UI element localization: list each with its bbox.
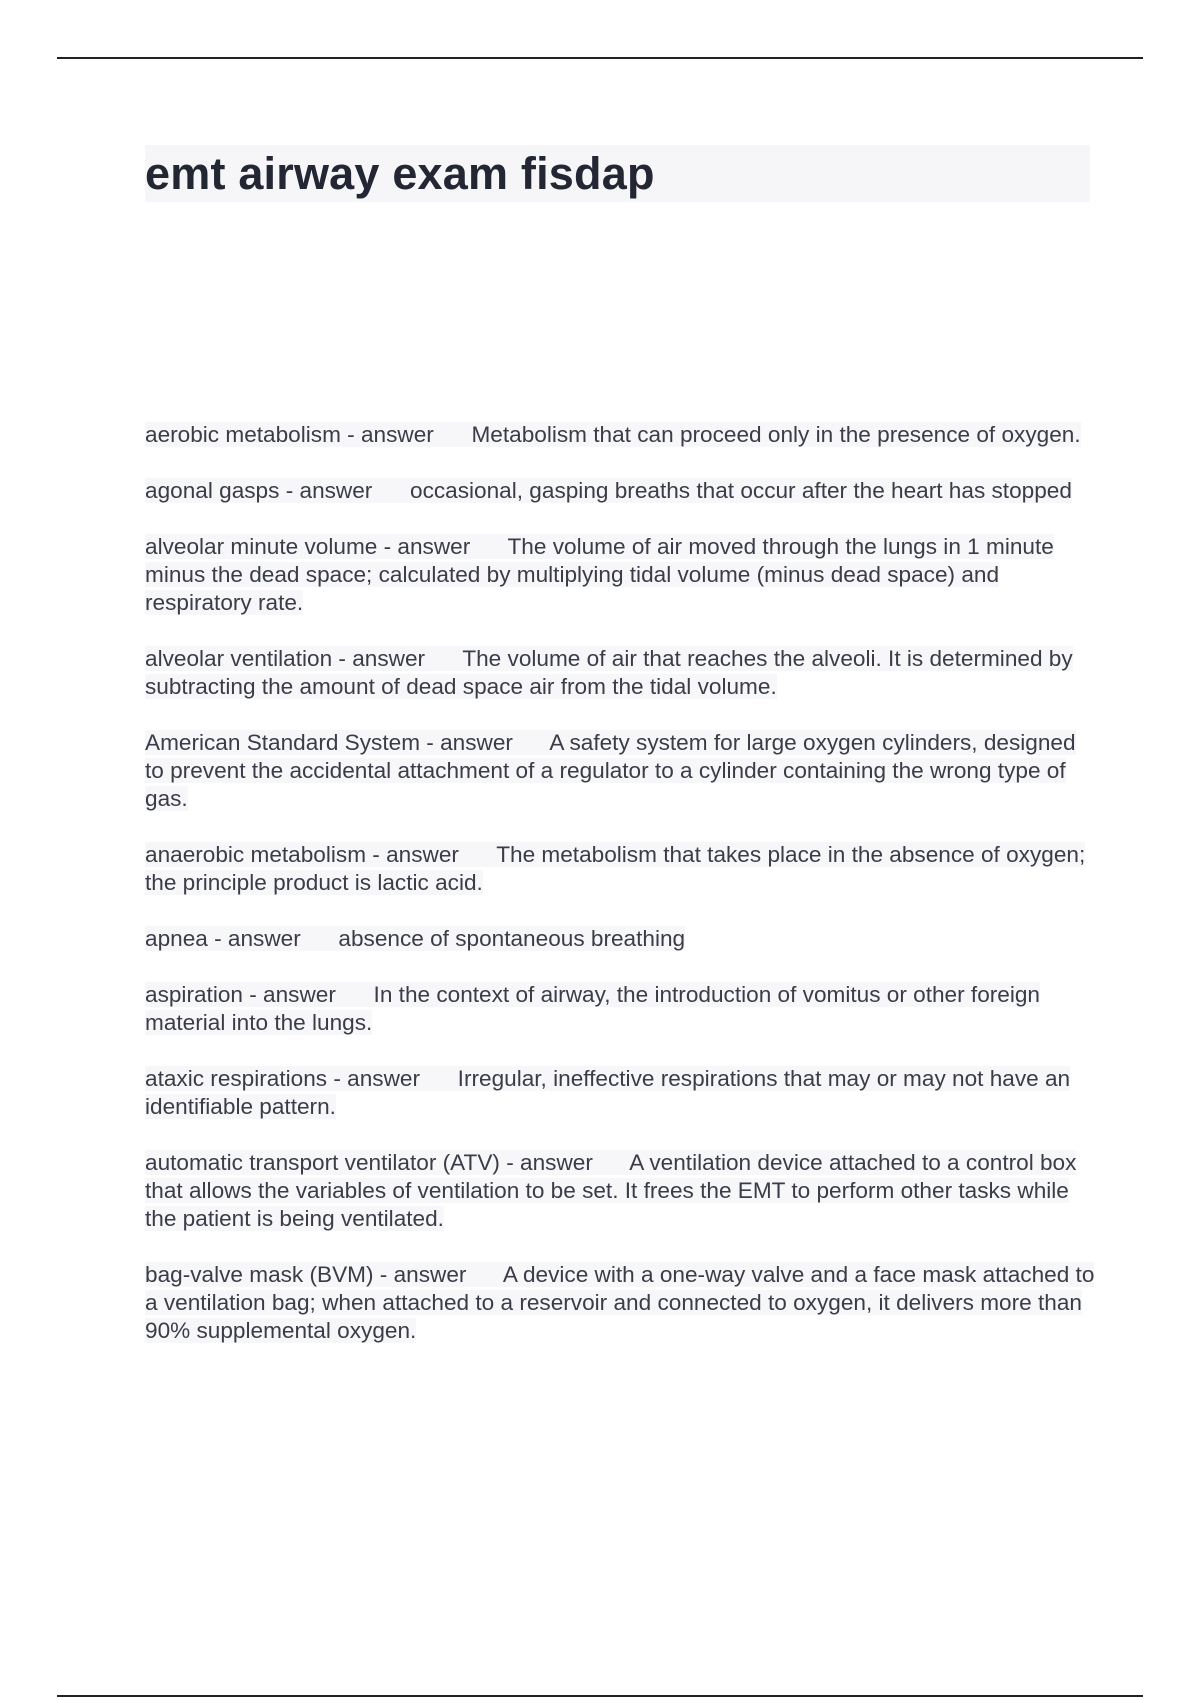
glossary-entry bbox=[145, 477, 1095, 505]
answer-separator: - answer bbox=[327, 1066, 458, 1091]
entry-term: apnea bbox=[145, 926, 208, 951]
glossary-entry bbox=[145, 729, 1095, 813]
answer-separator: - answer bbox=[499, 1150, 630, 1175]
entry-definition: The metabolism that takes place in the absence of oxygen; the principle product is lactic acid. bbox=[145, 842, 1086, 895]
entry-term: aspiration bbox=[145, 982, 243, 1007]
glossary-entry bbox=[145, 1261, 1095, 1345]
entry-definition: occasional, gasping breaths that occur after the heart has stopped bbox=[410, 478, 1072, 503]
glossary-entry bbox=[145, 925, 1095, 953]
bottom-rule bbox=[57, 1695, 1143, 1697]
glossary-list bbox=[145, 421, 1095, 1373]
entry-definition: absence of spontaneous breathing bbox=[338, 926, 686, 951]
answer-separator: - answer bbox=[207, 926, 339, 951]
entry-definition: A device with a one-way valve and a face mask attached to a ventilation bag; when attached to a reservoir and connected to oxygen, it delivers more than 90% supplemental oxygen. bbox=[145, 1262, 1095, 1343]
glossary-entry bbox=[145, 1149, 1095, 1233]
glossary-entry bbox=[145, 533, 1095, 617]
top-rule bbox=[57, 57, 1143, 59]
answer-separator: - answer bbox=[340, 422, 472, 447]
answer-separator: - answer bbox=[373, 1262, 503, 1287]
entry-definition: Irregular, ineffective respirations that may or may not have an identifiable pattern. bbox=[145, 1066, 1071, 1119]
glossary-entry bbox=[145, 981, 1095, 1037]
answer-separator: - answer bbox=[420, 730, 550, 755]
entry-definition: A ventilation device attached to a control box that allows the variables of ventilation to be set. It frees the EMT to perform other tasks while the patient is being ventilated. bbox=[145, 1150, 1077, 1231]
entry-term: American Standard System bbox=[145, 730, 421, 755]
glossary-entry bbox=[145, 841, 1095, 897]
entry-definition: The volume of air moved through the lungs in 1 minute minus the dead space; calculated by multiplying tidal volume (minus dead space) and respiratory rate. bbox=[145, 534, 1054, 615]
entry-term: automatic transport ventilator (ATV) bbox=[145, 1150, 500, 1175]
entry-definition: In the context of airway, the introduction of vomitus or other foreign material into the lungs. bbox=[145, 982, 1040, 1035]
answer-separator: - answer bbox=[366, 842, 497, 867]
entry-term: agonal gasps bbox=[145, 478, 280, 503]
entry-term: ataxic respirations bbox=[145, 1066, 328, 1091]
page-title: emt airway exam fisdap bbox=[145, 148, 655, 199]
answer-separator: - answer bbox=[332, 646, 463, 671]
glossary-entry bbox=[145, 1065, 1095, 1121]
entry-definition: A safety system for large oxygen cylinders, designed to prevent the accidental attachment of a regulator to a cylinder containing the wrong type of gas. bbox=[145, 730, 1076, 811]
entry-term: alveolar minute volume bbox=[145, 534, 378, 559]
entry-term: aerobic metabolism bbox=[145, 422, 341, 447]
entry-term: anaerobic metabolism bbox=[145, 842, 367, 867]
answer-separator: - answer bbox=[279, 478, 410, 503]
answer-separator: - answer bbox=[377, 534, 508, 559]
entry-definition: The volume of air that reaches the alveoli. It is determined by subtracting the amount of dead space air from the tidal volume. bbox=[145, 646, 1073, 699]
glossary-entry bbox=[145, 645, 1095, 701]
glossary-entry bbox=[145, 421, 1095, 449]
title-block bbox=[145, 145, 1090, 202]
answer-separator: - answer bbox=[242, 982, 374, 1007]
entry-term: bag-valve mask (BVM) bbox=[145, 1262, 374, 1287]
entry-definition: Metabolism that can proceed only in the presence of oxygen. bbox=[471, 422, 1081, 447]
entry-term: alveolar ventilation bbox=[145, 646, 333, 671]
